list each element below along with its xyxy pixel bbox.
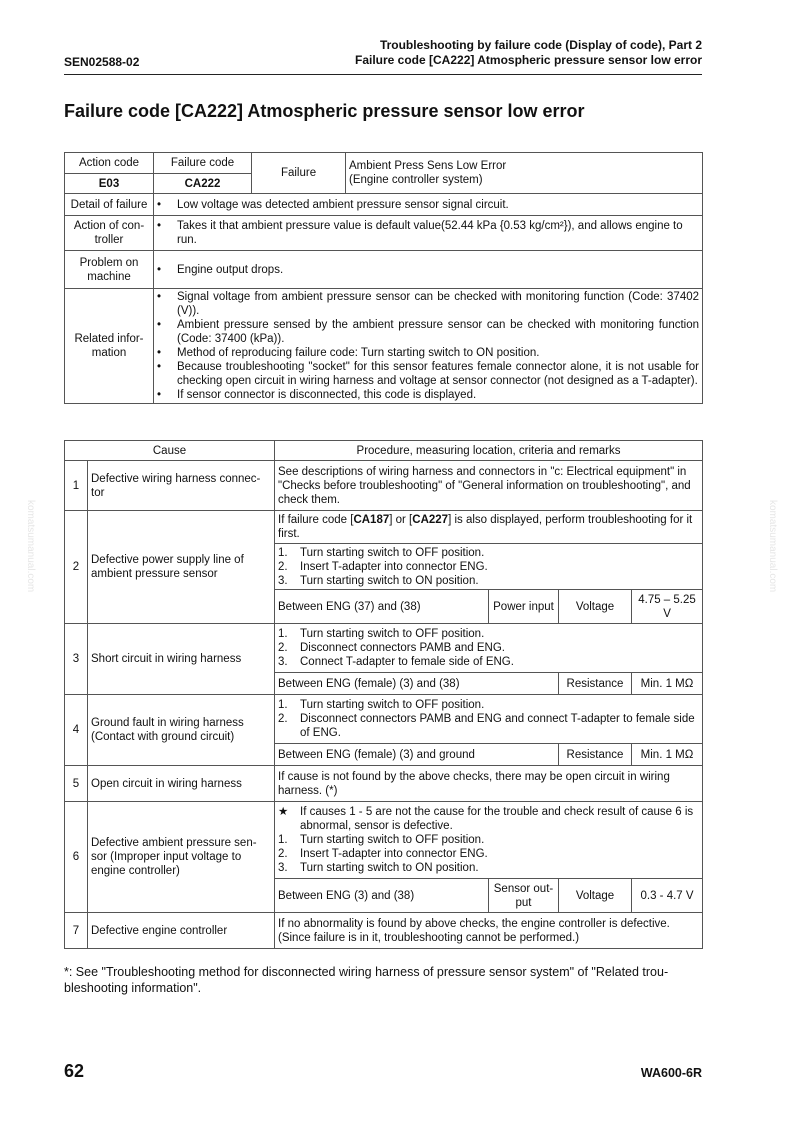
procedure-steps: ★ If causes 1 - 5 are not the cause for the trouble and check result of cause 6 is abnormal, sensor is defective. 1. Turn starting switch to OFF position. 2. Insert T-adapter into connector ENG. 3. Turn starting switch to ON position.: [275, 802, 703, 879]
action-code-value: E03: [65, 174, 154, 194]
detail-label: Detail of failure: [65, 194, 154, 216]
cause-row-6: [65, 802, 703, 879]
related-code: CA227: [412, 514, 449, 526]
cause-text: Defective power supply line of ambient pressure sensor: [88, 511, 275, 624]
related-item: • Method of reproducing failure code: Turn starting switch to ON position.: [157, 347, 540, 359]
cause-number: 2: [65, 511, 88, 624]
header-page-title: Failure code [CA222] Atmospheric pressure sensor low error: [355, 53, 702, 67]
action-cell: • Takes it that ambient pressure value is default value(52.44 kPa {0.53 kg/cm²}), and allows engine to run.: [154, 216, 703, 251]
cause-header: Cause: [65, 441, 275, 461]
failure-description-line1: Ambient Press Sens Low Error: [349, 160, 507, 172]
cause-number: 4: [65, 695, 88, 766]
cause-row-4: [65, 695, 703, 744]
failure-info-table: [64, 152, 703, 404]
procedure-text: If failure code [CA187] or [CA227] is also displayed, perform troubleshooting for it first.: [275, 511, 703, 544]
related-item: • If sensor connector is disconnected, this code is displayed.: [157, 389, 477, 401]
cause-row-1: [65, 461, 703, 511]
problem-label: Problem on machine: [65, 251, 154, 289]
cause-text: Short circuit in wiring harness: [88, 624, 275, 695]
page-number: 62: [64, 1061, 85, 1081]
header-section-title: Troubleshooting by failure code (Display of code), Part 2: [379, 38, 702, 52]
measure-value: 0.3 - 4.7 V: [632, 879, 703, 913]
cause-row-5: [65, 766, 703, 802]
measure-value: 4.75 – 5.25 V: [632, 590, 703, 624]
page-title: Failure code [CA222] Atmospheric pressure sensor low error: [64, 101, 585, 121]
star-icon: ★: [278, 806, 289, 818]
failure-description-line2: (Engine controller system): [349, 174, 483, 186]
measure-value: Min. 1 MΩ: [632, 673, 703, 695]
page-header: [64, 38, 702, 75]
measure-type: Resistance: [559, 673, 632, 695]
related-code: CA187: [353, 514, 390, 526]
measure-item: Sensor out- put: [489, 879, 559, 913]
watermark-right: komatsumanual.com: [767, 500, 778, 593]
measure-item: Power input: [489, 590, 559, 624]
cause-procedure-table: [64, 440, 703, 949]
related-item: • Because troubleshooting "socket" for this sensor features female connector alone, it is not usable for checking open circuit in wiring harness and voltage at sensor connector (not designed as a T-adapter).: [157, 361, 700, 387]
measure-location: Between ENG (female) (3) and ground: [275, 744, 559, 766]
cause-row-2: [65, 511, 703, 544]
cause-text: Ground fault in wiring harness (Contact with ground circuit): [88, 695, 275, 766]
related-info-list: [154, 289, 703, 404]
failure-code-value: CA222: [154, 174, 252, 194]
action-label: Action of con- troller: [65, 216, 154, 251]
related-item: • Ambient pressure sensed by the ambient pressure sensor can be checked with monitoring function (Code: 37400 (kPa)).: [157, 319, 700, 345]
problem-cell: • Engine output drops.: [154, 251, 703, 289]
cause-row-3: [65, 624, 703, 673]
cause-text: Defective engine controller: [88, 913, 275, 949]
measure-type: Voltage: [559, 879, 632, 913]
failure-code-label: Failure code: [154, 153, 252, 174]
measure-location: Between ENG (37) and (38): [275, 590, 489, 624]
procedure-text: See descriptions of wiring harness and connectors in "c: Electrical equipment" in "Checks before troubleshooting" of "General information on troubleshooting", and check them.: [275, 461, 703, 511]
measure-location: Between ENG (female) (3) and (38): [275, 673, 559, 695]
procedure-steps: 1. Turn starting switch to OFF position. 2. Disconnect connectors PAMB and ENG and connect T-adapter to female side of ENG.: [275, 695, 703, 744]
cause-row-7: [65, 913, 703, 949]
action-code-label: Action code: [65, 153, 154, 174]
measure-type: Resistance: [559, 744, 632, 766]
cause-number: 5: [65, 766, 88, 802]
related-label: Related infor- mation: [65, 289, 154, 404]
model-number: WA600-6R: [640, 1066, 702, 1080]
measure-value: Min. 1 MΩ: [632, 744, 703, 766]
measure-type: Voltage: [559, 590, 632, 624]
cause-number: 6: [65, 802, 88, 913]
watermark-left: komatsumanual.com: [25, 500, 36, 593]
footnote: *: See "Troubleshooting method for disconnected wiring harness of pressure sensor system" of "Related trou- bleshooting information".: [64, 965, 669, 995]
action-text: Takes it that ambient pressure value is default value(52.44 kPa {0.53 kg/cm²}), and allows engine to run.: [177, 220, 683, 246]
measure-location: Between ENG (3) and (38): [275, 879, 489, 913]
failure-label: Failure: [252, 153, 346, 194]
problem-text: Engine output drops.: [177, 263, 284, 276]
cause-number: 7: [65, 913, 88, 949]
cause-text: Defective wiring harness connec- tor: [88, 461, 275, 511]
cause-text: Defective ambient pressure sen- sor (Improper input voltage to engine controller): [88, 802, 275, 913]
detail-cell: • Low voltage was detected ambient pressure sensor signal circuit.: [154, 194, 703, 216]
cause-number: 3: [65, 624, 88, 695]
detail-text: Low voltage was detected ambient pressure sensor signal circuit.: [177, 198, 509, 211]
cause-number: 1: [65, 461, 88, 511]
header-titles: [355, 38, 702, 68]
related-item: • Signal voltage from ambient pressure sensor can be checked with monitoring function (Code: 37402 (V)).: [157, 291, 700, 317]
procedure-steps: 1. Turn starting switch to OFF position. 2. Disconnect connectors PAMB and ENG. 3. Connect T-adapter to female side of ENG.: [275, 624, 703, 673]
failure-description: [346, 153, 703, 194]
procedure-steps: 1. Turn starting switch to OFF position. 2. Insert T-adapter into connector ENG. 3. Turn starting switch to ON position.: [275, 544, 703, 590]
procedure-text: If cause is not found by the above checks, there may be open circuit in wiring harness. (*): [275, 766, 703, 802]
cause-text: Open circuit in wiring harness: [88, 766, 275, 802]
procedure-text: If no abnormality is found by above checks, the engine controller is defective. (Since failure is in it, troubleshooting cannot be performed.): [275, 913, 703, 949]
document-id: SEN02588-02: [64, 55, 140, 69]
procedure-header: Procedure, measuring location, criteria and remarks: [275, 441, 703, 461]
